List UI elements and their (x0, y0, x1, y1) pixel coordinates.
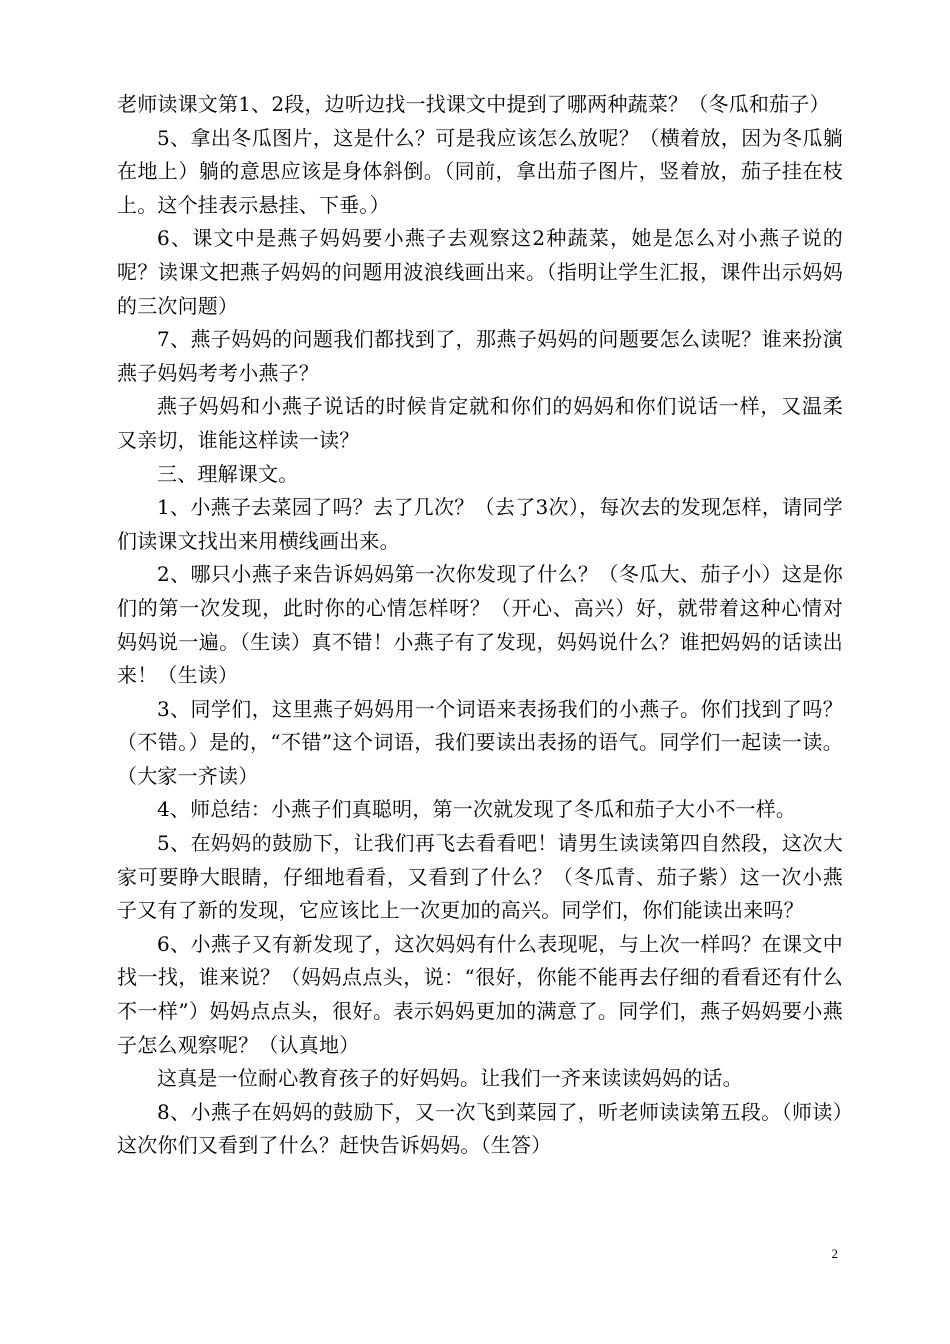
section-heading-3: 三、理解课文。 (157, 461, 299, 486)
paragraph-continuation: 老师读课文第1、2段，边听边找一找课文中提到了哪两种蔬菜？（冬瓜和茄子） (117, 92, 830, 116)
paragraph-understand-3: 3、同学们，这里燕子妈妈用一个词语来表扬我们的小燕子。你们找到了吗？（不错。）是的，“不错”这个词语，我们要读出表扬的语气。同学们一起读一读。（大家一齐读） (117, 696, 843, 788)
paragraph-good-mother: 这真是一位耐心教育孩子的好妈妈。让我们一齐来读读妈妈的话。 (157, 1066, 743, 1091)
paragraph-step-5: 5、拿出冬瓜图片，这是什么？可是我应该怎么放呢？（横着放，因为冬瓜躺在地上）躺的意思应该是身体斜倒。（同前，拿出茄子图片，竖着放，茄子挂在枝上。这个挂表示悬挂、下垂。） (117, 125, 843, 217)
paragraph-understand-5: 5、在妈妈的鼓励下，让我们再飞去看看吧！请男生读读第四自然段，这次大家可要睁大眼睛，仔细地看看，又看到了什么？（冬瓜青、茄子紫）这一次小燕子又有了新的发现，它应该比上一次更加的高兴。同学们，你们能读出来吗？ (117, 831, 843, 923)
paragraph-reading-tone: 燕子妈妈和小燕子说话的时候肯定就和你们的妈妈和你们说话一样，又温柔又亲切，谁能这样读一读？ (117, 394, 843, 452)
paragraph-step-6: 6、课文中是燕子妈妈要小燕子去观察这2种蔬菜，她是怎么对小燕子说的呢？读课文把燕子妈妈的问题用波浪线画出来。（指明让学生汇报，课件出示妈妈的三次问题） (117, 226, 843, 318)
page-number: 2 (831, 1246, 838, 1261)
paragraph-understand-1: 1、小燕子去菜园了吗？去了几次？（去了3次），每次去的发现怎样，请同学们读课文找出来用横线画出来。 (117, 495, 843, 553)
paragraph-understand-8: 8、小燕子在妈妈的鼓励下，又一次飞到菜园了，听老师读读第五段。（师读）这次你们又看到了什么？赶快告诉妈妈。（生答） (117, 1099, 843, 1158)
body-text (117, 88, 843, 1163)
paragraph-understand-2: 2、哪只小燕子来告诉妈妈第一次你发现了什么？（冬瓜大、茄子小）这是你们的第一次发现，此时你的心情怎样呀？（开心、高兴）好，就带着这种心情对妈妈说一遍。（生读）真不错！小燕子有了发现，妈妈说什么？谁把妈妈的话读出来！（生读） (117, 562, 843, 688)
paragraph-step-7: 7、燕子妈妈的问题我们都找到了，那燕子妈妈的问题要怎么读呢？谁来扮演燕子妈妈考考小燕子？ (117, 327, 843, 385)
paragraph-understand-6: 6、小燕子又有新发现了，这次妈妈有什么表现呢，与上次一样吗？在课文中找一找，谁来说？（妈妈点点头，说：“很好，你能不能再去仔细的看看还有什么不一样”）妈妈点点头，很好。表示妈妈更加的满意了。同学们，燕子妈妈要小燕子怎么观察呢？（认真地） (117, 931, 843, 1057)
paragraph-understand-4: 4、师总结：小燕子们真聪明，第一次就发现了冬瓜和茄子大小不一样。 (157, 797, 797, 822)
